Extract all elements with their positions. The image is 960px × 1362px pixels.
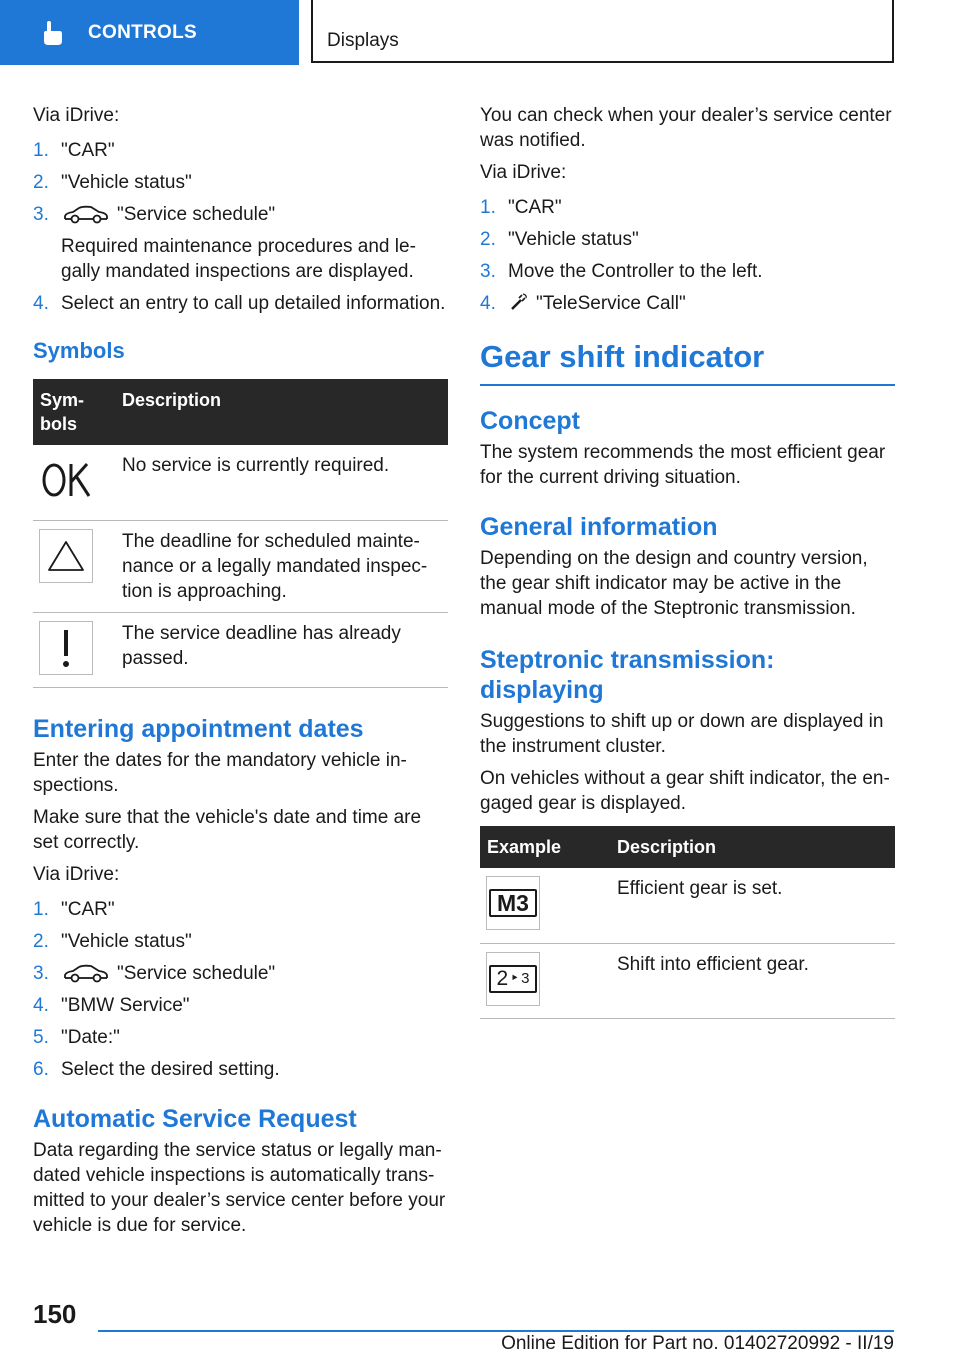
concept-heading: Concept (480, 407, 580, 435)
column-header: Example (480, 826, 610, 868)
list-item: 4. Select an entry to call up detailed information. (33, 293, 446, 314)
step-detail: Required maintenance procedures and legally mandated inspections are displayed. (61, 236, 416, 282)
list-item: 2. "Vehicle status" (33, 172, 192, 193)
subsection-header (311, 0, 894, 63)
paragraph: On vehicles without a gear shift indicator, the engaged gear is displayed. (480, 768, 890, 814)
steptronic-heading: Steptronic transmission: displaying (480, 646, 775, 704)
symbol-description: The deadline for scheduled maintenance or a legally mandated inspection is approaching. (115, 520, 448, 612)
car-icon (61, 205, 111, 225)
paragraph: You can check when your dealer’s service center was notified. (480, 105, 892, 151)
list-item: 3. "Service schedule" (33, 962, 276, 984)
table-row (33, 520, 448, 612)
symbols-heading: Symbols (33, 338, 125, 363)
car-icon (61, 964, 111, 984)
list-item: 3. Move the Controller to the left. (480, 261, 763, 282)
section-title: CONTROLS (88, 21, 198, 43)
gear-description: Efficient gear is set. (610, 868, 895, 943)
column-header: Symbols (33, 379, 115, 445)
gear-description: Shift into efficient gear. (610, 943, 895, 1018)
appointment-heading: Entering appointment dates (33, 714, 364, 743)
via-idrive-label: Via iDrive: (33, 863, 120, 885)
list-item: 1. "CAR" (480, 197, 562, 218)
list-item: 2. "Vehicle status" (33, 930, 192, 952)
symbol-description: No service is currently required. (115, 445, 448, 520)
exclamation-icon (39, 621, 93, 675)
subsection-title: Displays (327, 30, 399, 51)
hand-pointer-icon (38, 19, 66, 47)
symbol-description: The service deadline has already passed. (115, 612, 448, 687)
page-number: 150 (33, 1299, 77, 1329)
list-item: 5. "Date:" (33, 1026, 120, 1048)
list-item: 2. "Vehicle status" (480, 229, 639, 250)
table-row (33, 612, 448, 687)
footer-divider (98, 1330, 894, 1332)
ok-symbol-icon (39, 453, 93, 507)
warning-triangle-icon (39, 529, 93, 583)
section-tab (0, 0, 299, 65)
column-header: Description (115, 379, 448, 445)
via-idrive-label: Via iDrive: (480, 162, 567, 183)
symbols-table (33, 379, 448, 688)
idrive-steps-list (33, 138, 448, 316)
list-item: 1. "CAR" (33, 898, 115, 920)
paragraph: The system recommends the most efficient gear for the current driving situation. (480, 442, 886, 488)
edition-text: Online Edition for Part no. 01402720992 - II/19 (501, 1333, 894, 1354)
gear-table (480, 826, 895, 1019)
list-item: 6. Select the desired setting. (33, 1058, 280, 1080)
via-idrive-label: Via iDrive: (33, 105, 120, 126)
table-row (33, 445, 448, 520)
list-item: 3. "Service schedule" Required maintenance procedures and legally mandated inspections are displayed. (33, 202, 448, 284)
paragraph: Suggestions to shift up or down are displayed in the instrument cluster. (480, 711, 884, 757)
general-info-heading: General information (480, 513, 718, 541)
paragraph: Make sure that the vehicle's date and time are set correctly. (33, 806, 422, 853)
paragraph: Enter the dates for the mandatory vehicle inspections. (33, 749, 407, 796)
gear-m3-icon: M3 (486, 876, 540, 930)
gear-shift-heading: Gear shift indicator (480, 340, 895, 386)
paragraph: Depending on the design and country version, the gear shift indicator may be active in the manual mode of the Steptronic transmission. (480, 548, 868, 619)
list-item: 4. "TeleService Call" (480, 293, 686, 314)
auto-request-heading: Automatic Service Request (33, 1104, 357, 1133)
left-column (33, 103, 448, 1245)
table-row (480, 868, 895, 943)
right-column (480, 103, 895, 1019)
teleservice-steps-list (480, 195, 895, 316)
paragraph: Data regarding the service status or legally mandated vehicle inspections is automatically transmitted to your dealer’s service center before your vehicle is due for service. (33, 1139, 446, 1236)
table-row (480, 943, 895, 1018)
appointment-steps-list (33, 897, 448, 1082)
list-item: 4. "BMW Service" (33, 994, 190, 1016)
gear-shift-up-icon: 2 ‣ 3 (486, 952, 540, 1006)
wrench-icon (508, 292, 528, 312)
column-header: Description (610, 826, 895, 868)
list-item: 1. "CAR" (33, 140, 115, 161)
